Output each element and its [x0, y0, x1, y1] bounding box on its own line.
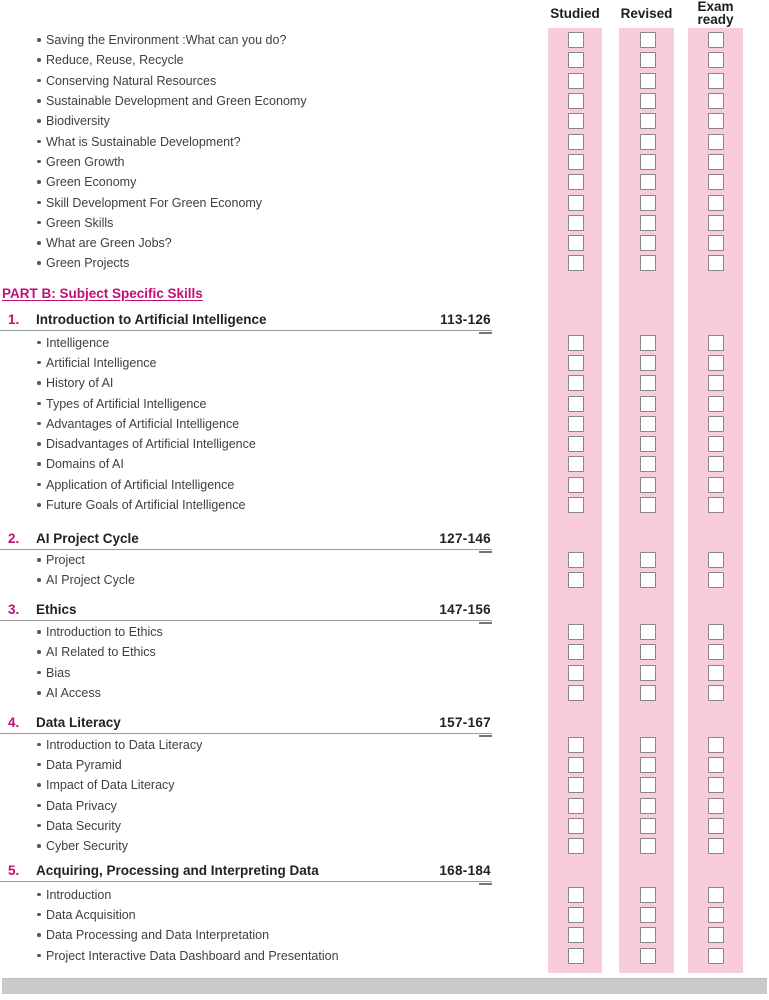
- toc-item-row: [0, 925, 769, 945]
- bullet-icon: [37, 650, 41, 654]
- toc-item-row: [0, 836, 769, 856]
- section-rule: [0, 330, 492, 331]
- checkbox-studied[interactable]: [568, 948, 584, 964]
- toc-item-label: Biodiversity: [46, 114, 110, 129]
- section-header: [0, 601, 492, 621]
- checkbox-exam-ready[interactable]: [708, 818, 724, 834]
- checkbox-exam-ready[interactable]: [708, 32, 724, 48]
- bullet-icon: [37, 119, 41, 123]
- bullet-icon: [37, 140, 41, 144]
- bullet-icon: [37, 79, 41, 83]
- section-number: 4.: [8, 715, 20, 730]
- checkbox-revised[interactable]: [640, 737, 656, 753]
- checkbox-studied[interactable]: [568, 134, 584, 150]
- toc-item-row: [0, 131, 769, 151]
- checkbox-exam-ready[interactable]: [708, 73, 724, 89]
- checkbox-exam-ready[interactable]: [708, 948, 724, 964]
- bullet-icon: [37, 893, 41, 897]
- checkbox-exam-ready[interactable]: [708, 154, 724, 170]
- toc-item-row: [0, 663, 769, 683]
- toc-item-label: Application of Artificial Intelligence: [46, 477, 235, 492]
- checkbox-exam-ready[interactable]: [708, 456, 724, 472]
- bullet-icon: [37, 763, 41, 767]
- checkbox-studied[interactable]: [568, 154, 584, 170]
- checkbox-exam-ready[interactable]: [708, 838, 724, 854]
- bullet-icon: [37, 201, 41, 205]
- toc-item-label: Domains of AI: [46, 457, 124, 472]
- bullet-icon: [37, 241, 41, 245]
- section-number: 1.: [8, 312, 20, 327]
- bullet-icon: [37, 38, 41, 42]
- checkbox-exam-ready[interactable]: [708, 798, 724, 814]
- checkbox-revised[interactable]: [640, 552, 656, 568]
- section-title: Ethics: [36, 602, 77, 617]
- toc-item-row: [0, 683, 769, 703]
- toc-item-row: [0, 213, 769, 233]
- toc-item-label: Types of Artificial Intelligence: [46, 396, 207, 411]
- checkbox-revised[interactable]: [640, 477, 656, 493]
- checkbox-exam-ready[interactable]: [708, 113, 724, 129]
- toc-item-row: [0, 30, 769, 50]
- toc-item-label: Introduction to Ethics: [46, 625, 163, 640]
- toc-item-label: Reduce, Reuse, Recycle: [46, 53, 184, 68]
- toc-item-row: [0, 755, 769, 775]
- checkbox-revised[interactable]: [640, 215, 656, 231]
- checkbox-revised[interactable]: [640, 416, 656, 432]
- bullet-icon: [37, 402, 41, 406]
- toc-item-label: Conserving Natural Resources: [46, 73, 217, 88]
- toc-item-label: Introduction to Data Literacy: [46, 737, 203, 752]
- section-item-list: [0, 622, 769, 703]
- checkbox-studied[interactable]: [568, 215, 584, 231]
- bullet-icon: [37, 913, 41, 917]
- checkbox-revised[interactable]: [640, 497, 656, 513]
- bullet-icon: [37, 578, 41, 582]
- checkbox-exam-ready[interactable]: [708, 685, 724, 701]
- checkbox-studied[interactable]: [568, 644, 584, 660]
- toc-item-label: Future Goals of Artificial Intelligence: [46, 498, 246, 513]
- toc-item-label: Green Projects: [46, 256, 130, 271]
- bullet-icon: [37, 422, 41, 426]
- checkbox-studied[interactable]: [568, 416, 584, 432]
- bullet-icon: [37, 341, 41, 345]
- section-title: Acquiring, Processing and Interpreting Data: [36, 863, 319, 878]
- checkbox-studied[interactable]: [568, 757, 584, 773]
- toc-item-label: Sustainable Development and Green Economy: [46, 94, 307, 109]
- bullet-icon: [37, 361, 41, 365]
- checkbox-studied[interactable]: [568, 335, 584, 351]
- checkbox-revised[interactable]: [640, 154, 656, 170]
- bullet-icon: [37, 954, 41, 958]
- section-page-range: 127-146: [439, 531, 491, 546]
- toc-item-label: AI Related to Ethics: [46, 645, 156, 660]
- checkbox-studied[interactable]: [568, 174, 584, 190]
- toc-item-row: [0, 152, 769, 172]
- checkbox-studied[interactable]: [568, 927, 584, 943]
- toc-item-row: [0, 50, 769, 70]
- checkbox-studied[interactable]: [568, 396, 584, 412]
- section-item-list: [0, 885, 769, 966]
- toc-item-label: AI Project Cycle: [46, 573, 135, 588]
- checkbox-revised[interactable]: [640, 907, 656, 923]
- section-page-range: 168-184: [439, 863, 491, 878]
- bullet-icon: [37, 691, 41, 695]
- checkbox-studied[interactable]: [568, 497, 584, 513]
- checkbox-revised[interactable]: [640, 624, 656, 640]
- toc-item-row: [0, 414, 769, 434]
- checkbox-exam-ready[interactable]: [708, 235, 724, 251]
- toc-item-row: [0, 795, 769, 815]
- checkbox-revised[interactable]: [640, 798, 656, 814]
- toc-item-label: Skill Development For Green Economy: [46, 195, 263, 210]
- checkbox-studied[interactable]: [568, 32, 584, 48]
- bullet-icon: [37, 933, 41, 937]
- toc-item-row: [0, 333, 769, 353]
- toc-item-label: AI Access: [46, 686, 101, 701]
- checkbox-studied[interactable]: [568, 777, 584, 793]
- toc-item-label: Cyber Security: [46, 839, 128, 854]
- checkbox-revised[interactable]: [640, 927, 656, 943]
- toc-item-label: Data Pyramid: [46, 757, 122, 772]
- checkbox-studied[interactable]: [568, 907, 584, 923]
- checkbox-exam-ready[interactable]: [708, 215, 724, 231]
- section-header: [0, 530, 492, 550]
- section-header: [0, 862, 492, 882]
- toc-item-label: Green Economy: [46, 175, 137, 190]
- toc-item-label: Green Skills: [46, 215, 114, 230]
- checkbox-exam-ready[interactable]: [708, 375, 724, 391]
- toc-item-row: [0, 622, 769, 642]
- part-a-item-list: [0, 30, 769, 274]
- checkbox-studied[interactable]: [568, 436, 584, 452]
- toc-item-label: Data Acquisition: [46, 907, 136, 922]
- checkbox-studied[interactable]: [568, 355, 584, 371]
- checkbox-studied[interactable]: [568, 195, 584, 211]
- toc-item-label: Introduction: [46, 887, 112, 902]
- checkbox-studied[interactable]: [568, 113, 584, 129]
- checkbox-studied[interactable]: [568, 818, 584, 834]
- section-item-list: [0, 333, 769, 516]
- bullet-icon: [37, 503, 41, 507]
- toc-item-label: Green Growth: [46, 154, 125, 169]
- checkbox-revised[interactable]: [640, 887, 656, 903]
- checkbox-revised[interactable]: [640, 375, 656, 391]
- section-page-range: 147-156: [439, 602, 491, 617]
- toc-item-label: Impact of Data Literacy: [46, 778, 175, 793]
- checkbox-studied[interactable]: [568, 255, 584, 271]
- toc-item-row: [0, 192, 769, 212]
- checkbox-studied[interactable]: [568, 665, 584, 681]
- checkbox-studied[interactable]: [568, 73, 584, 89]
- section-header: [0, 311, 492, 331]
- toc-item-label: Saving the Environment :What can you do?: [46, 33, 287, 48]
- bullet-icon: [37, 844, 41, 848]
- checkbox-revised[interactable]: [640, 355, 656, 371]
- section-title: Introduction to Artificial Intelligence: [36, 312, 267, 327]
- toc-item-row: [0, 735, 769, 755]
- checkbox-exam-ready[interactable]: [708, 436, 724, 452]
- checkbox-revised[interactable]: [640, 838, 656, 854]
- checkbox-exam-ready[interactable]: [708, 757, 724, 773]
- toc-item-label: Project Interactive Data Dashboard and Presentation: [46, 948, 339, 963]
- checkbox-exam-ready[interactable]: [708, 665, 724, 681]
- column-header-revised: Revised: [620, 6, 673, 21]
- checkbox-studied[interactable]: [568, 572, 584, 588]
- checkbox-revised[interactable]: [640, 174, 656, 190]
- checkbox-studied[interactable]: [568, 798, 584, 814]
- checkbox-exam-ready[interactable]: [708, 416, 724, 432]
- checkbox-exam-ready[interactable]: [708, 572, 724, 588]
- toc-item-row: [0, 393, 769, 413]
- toc-item-label: Artificial Intelligence: [46, 355, 157, 370]
- checkbox-studied[interactable]: [568, 52, 584, 68]
- toc-item-row: [0, 816, 769, 836]
- checkbox-revised[interactable]: [640, 436, 656, 452]
- toc-item-row: [0, 353, 769, 373]
- section-header: [0, 714, 492, 734]
- checkbox-studied[interactable]: [568, 93, 584, 109]
- bullet-icon: [37, 558, 41, 562]
- toc-item-row: [0, 570, 769, 590]
- section-page-range: 157-167: [439, 715, 491, 730]
- bullet-icon: [37, 381, 41, 385]
- checkbox-exam-ready[interactable]: [708, 93, 724, 109]
- checkbox-revised[interactable]: [640, 73, 656, 89]
- checkbox-studied[interactable]: [568, 375, 584, 391]
- checkbox-revised[interactable]: [640, 335, 656, 351]
- bullet-icon: [37, 261, 41, 265]
- checkbox-studied[interactable]: [568, 624, 584, 640]
- toc-item-label: History of AI: [46, 376, 114, 391]
- checkbox-studied[interactable]: [568, 737, 584, 753]
- checkbox-revised[interactable]: [640, 948, 656, 964]
- checkbox-studied[interactable]: [568, 685, 584, 701]
- checkbox-exam-ready[interactable]: [708, 887, 724, 903]
- checkbox-studied[interactable]: [568, 456, 584, 472]
- toc-item-row: [0, 454, 769, 474]
- checkbox-exam-ready[interactable]: [708, 174, 724, 190]
- section-title: AI Project Cycle: [36, 531, 139, 546]
- section-item-list: [0, 550, 769, 591]
- checkbox-revised[interactable]: [640, 665, 656, 681]
- checkbox-exam-ready[interactable]: [708, 552, 724, 568]
- section-number: 3.: [8, 602, 20, 617]
- checkbox-exam-ready[interactable]: [708, 777, 724, 793]
- checkbox-revised[interactable]: [640, 52, 656, 68]
- bullet-icon: [37, 483, 41, 487]
- column-header-exam-ready: Exam ready: [697, 0, 734, 27]
- toc-item-row: [0, 373, 769, 393]
- section-item-list: [0, 735, 769, 857]
- section-number: 5.: [8, 863, 20, 878]
- toc-item-label: Intelligence: [46, 335, 110, 350]
- toc-item-row: [0, 495, 769, 515]
- toc-item-row: [0, 253, 769, 273]
- checkbox-studied[interactable]: [568, 552, 584, 568]
- checkbox-revised[interactable]: [640, 235, 656, 251]
- checkbox-exam-ready[interactable]: [708, 355, 724, 371]
- checkbox-exam-ready[interactable]: [708, 195, 724, 211]
- toc-item-row: [0, 233, 769, 253]
- toc-item-row: [0, 172, 769, 192]
- checkbox-exam-ready[interactable]: [708, 624, 724, 640]
- checkbox-exam-ready[interactable]: [708, 497, 724, 513]
- checkbox-revised[interactable]: [640, 644, 656, 660]
- checkbox-revised[interactable]: [640, 93, 656, 109]
- checkbox-revised[interactable]: [640, 456, 656, 472]
- toc-item-label: Advantages of Artificial Intelligence: [46, 416, 240, 431]
- toc-item-row: [0, 475, 769, 495]
- toc-item-row: [0, 434, 769, 454]
- bullet-icon: [37, 671, 41, 675]
- checkbox-revised[interactable]: [640, 777, 656, 793]
- part-b-heading: PART B: Subject Specific Skills: [2, 286, 203, 301]
- bullet-icon: [37, 221, 41, 225]
- checkbox-exam-ready[interactable]: [708, 907, 724, 923]
- checkbox-revised[interactable]: [640, 572, 656, 588]
- toc-item-label: What are Green Jobs?: [46, 236, 172, 251]
- bullet-icon: [37, 442, 41, 446]
- checkbox-exam-ready[interactable]: [708, 396, 724, 412]
- toc-item-label: Data Processing and Data Interpretation: [46, 928, 270, 943]
- checkbox-revised[interactable]: [640, 818, 656, 834]
- toc-item-row: [0, 885, 769, 905]
- checkbox-exam-ready[interactable]: [708, 255, 724, 271]
- section-number: 2.: [8, 531, 20, 546]
- checkbox-exam-ready[interactable]: [708, 134, 724, 150]
- checkbox-revised[interactable]: [640, 32, 656, 48]
- bullet-icon: [37, 804, 41, 808]
- toc-item-label: Data Privacy: [46, 798, 117, 813]
- checkbox-studied[interactable]: [568, 235, 584, 251]
- checkbox-revised[interactable]: [640, 113, 656, 129]
- toc-item-label: What is Sustainable Development?: [46, 134, 241, 149]
- footer-bar: [2, 978, 767, 994]
- toc-item-row: [0, 71, 769, 91]
- checkbox-exam-ready[interactable]: [708, 335, 724, 351]
- checkbox-revised[interactable]: [640, 685, 656, 701]
- bullet-icon: [37, 462, 41, 466]
- checkbox-studied[interactable]: [568, 477, 584, 493]
- column-header-studied: Studied: [550, 6, 600, 21]
- bullet-icon: [37, 58, 41, 62]
- checkbox-exam-ready[interactable]: [708, 477, 724, 493]
- checkbox-revised[interactable]: [640, 134, 656, 150]
- checkbox-exam-ready[interactable]: [708, 927, 724, 943]
- toc-item-row: [0, 775, 769, 795]
- section-rule: [0, 620, 492, 621]
- toc-item-row: [0, 945, 769, 965]
- bullet-icon: [37, 99, 41, 103]
- toc-item-label: Disadvantages of Artificial Intelligence: [46, 437, 256, 452]
- checkbox-exam-ready[interactable]: [708, 737, 724, 753]
- checkbox-studied[interactable]: [568, 887, 584, 903]
- section-page-range: 113-126: [440, 312, 491, 327]
- toc-item-label: Project: [46, 553, 85, 568]
- toc-item-label: Data Security: [46, 818, 122, 833]
- bullet-icon: [37, 743, 41, 747]
- checkbox-revised[interactable]: [640, 255, 656, 271]
- toc-item-row: [0, 91, 769, 111]
- bullet-icon: [37, 783, 41, 787]
- bullet-icon: [37, 160, 41, 164]
- toc-item-row: [0, 642, 769, 662]
- checkbox-exam-ready[interactable]: [708, 52, 724, 68]
- bullet-icon: [37, 180, 41, 184]
- section-rule: [0, 881, 492, 882]
- checkbox-exam-ready[interactable]: [708, 644, 724, 660]
- checkbox-revised[interactable]: [640, 757, 656, 773]
- bullet-icon: [37, 630, 41, 634]
- toc-item-row: [0, 111, 769, 131]
- checkbox-revised[interactable]: [640, 396, 656, 412]
- toc-item-row: [0, 905, 769, 925]
- toc-item-label: Bias: [46, 665, 71, 680]
- checkbox-studied[interactable]: [568, 838, 584, 854]
- section-title: Data Literacy: [36, 715, 121, 730]
- toc-item-row: [0, 550, 769, 570]
- checkbox-revised[interactable]: [640, 195, 656, 211]
- bullet-icon: [37, 824, 41, 828]
